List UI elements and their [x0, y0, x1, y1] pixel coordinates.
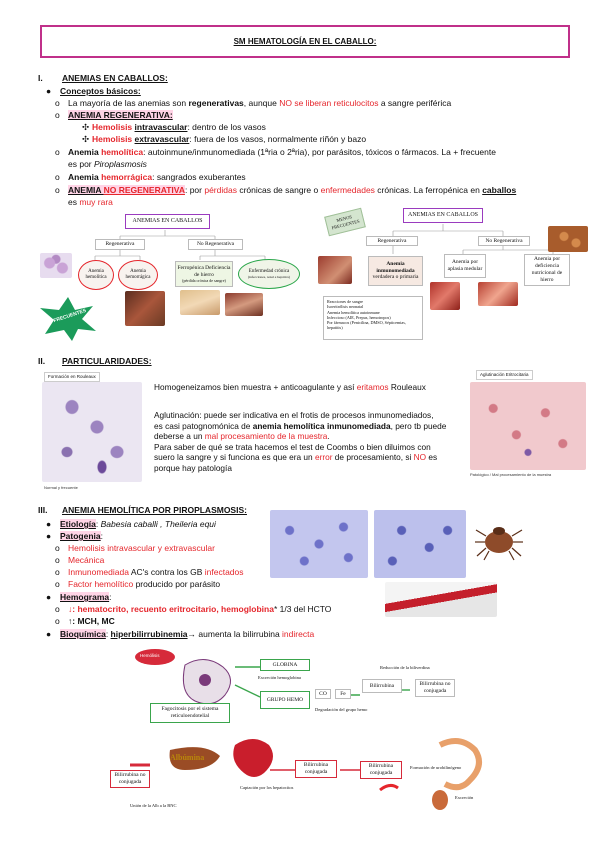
rouleaux-caption: Normal y frecuente: [44, 485, 78, 490]
piroplasma-smear-2: [374, 510, 466, 578]
line-hemo-intra: ✣ Hemolisis intravascular: dentro de los vasos: [82, 122, 266, 132]
fagocitosis-box: Fagocitosis por el sistema reticuloendotelial: [150, 703, 230, 723]
bilirrubina-conj-box: Bilirrubina conjugada: [295, 760, 337, 778]
horse-image: [180, 290, 220, 315]
para-aglutinacion: Aglutinación: puede ser indicativa en el frotis de procesos inmunomediados, es casi patognomónica de anemia hemolítica inmunomediada, pero tb puede deberse a un mal procesamiento de la muestra. Para saber de qué se trata hacemos el test de Coombs o bien diluimos con suero la sangre y si funciona es que era un error de procesamiento, si NO es porque hay patología: [154, 410, 447, 474]
line-etiologia: ● Etiología: Babesia caballi , Theileria equi: [46, 519, 216, 529]
diagram3-shapes: [110, 645, 510, 820]
line-hemorragica: o Anemia hemorrágica: sangrados exuberantes: [55, 172, 246, 182]
list-item: Reacciones de sangre: [327, 299, 364, 304]
line-hemo-1: o ↓: hematocrito, recuento eritrocitario, hemoglobina* 1/3 del HCTO: [55, 604, 332, 614]
line-regen-title: o ANEMIA REGENERATIVA:: [55, 110, 173, 120]
line-patogenia: ● Patogenia:: [46, 531, 103, 541]
aglutinacion-label: Aglutinación Eritrocitaria: [476, 370, 533, 380]
diagram1-title: ANEMIAS EN CABALLOS: [125, 214, 210, 229]
nutrition-image: [548, 226, 588, 252]
excrecion-label: Excreción hemoglobina: [258, 675, 301, 680]
line-pato-2: o Mecánica: [55, 555, 105, 565]
diagram2-regen: Regenerativa: [366, 236, 418, 246]
rouleaux-label: Formación en Rouleaux: [44, 372, 100, 382]
line-hemograma: ● Hemograma:: [46, 592, 112, 602]
bilirrubina-box: Bilirrubina: [362, 679, 402, 693]
hemolisis-label: Hemólisis: [140, 653, 160, 658]
bone-marrow-image: [478, 282, 518, 306]
section-3-heading: III. ANEMIA HEMOLÍTICA POR PIROPLASMOSIS:: [38, 505, 247, 515]
diagram-bilirrubina: [110, 645, 510, 820]
diagram1-cronica: Enfermedad crónica (infecciones, renal e hepática): [238, 259, 300, 289]
list-item: Por fármacos (Penicilina, DMSO, Sépticemias, hepatitis): [327, 320, 406, 331]
liver-image: [225, 293, 263, 316]
line-bioquimica: ● Bioquímica: hiperbilirrubinemia→ aumenta la bilirrubina indirecta: [46, 629, 315, 639]
diagram2-noregen: No Regenerativa: [478, 236, 530, 246]
degradacion-label: Degradación del grupo hemo: [315, 707, 368, 712]
globina-box: GLOBINA: [260, 659, 310, 671]
diagram2-aplasia: Anemia por aplasia medular: [444, 254, 486, 278]
blood-tubes-image: [385, 582, 497, 617]
aglutinacion-figure: [470, 370, 586, 480]
hemorrhage-image: [125, 291, 165, 326]
diagram1-hemolitica: Anemia hemolítica: [78, 260, 114, 290]
blood-smear-image: [40, 253, 72, 278]
bilirrubina-noconj-box: Bilirrubina no conjugada: [415, 679, 455, 697]
aglutinacion-caption: Patológico / Mal procesamiento de la muestra: [470, 472, 552, 477]
piroplasma-smear-1: [270, 510, 368, 578]
line-pato-3: o Inmunomediada AC's contra los GB infectados: [55, 567, 244, 577]
line-pato-1: o Hemolisis intravascular y extravascular: [55, 543, 215, 553]
section-title: ANEMIAS EN CABALLOS:: [62, 73, 168, 83]
section-2-heading: II. PARTICULARIDADES:: [38, 356, 152, 366]
blood-cells-image-2: [430, 282, 460, 310]
tick-icon: [474, 518, 524, 562]
diagram-anemias-menos-frecuentes: [318, 204, 596, 344]
diagram1-ferropenica: Ferropénica Deficiencia de hierro (pérdida crónica de sangre): [175, 261, 233, 287]
line-hemo-extra: ✣ Hemolisis extravascular: fuera de los vasos, normalmente riñón y bazo: [82, 134, 367, 144]
diagram1-hemorragica: Anemia hemorrágica: [118, 260, 158, 290]
list-item: Isoeritrólisis neonatal: [327, 304, 364, 310]
rouleaux-figure: [42, 372, 142, 494]
line-mayoria: o La mayoría de las anemias son regenerativas, aunque NO se liberan reticulocitos a sangre periférica: [55, 98, 452, 108]
diagram1-regen: Regenerativa: [95, 239, 145, 250]
diagram1-noregen: No Regenerativa: [188, 239, 243, 250]
page-title: SM HEMATOLOGÍA EN EL CABALLO:: [233, 36, 377, 46]
bullet-conceptos: ● Conceptos básicos:: [46, 86, 141, 96]
grupo-hemo-box: GRUPO HEMO: [260, 691, 310, 709]
diagram2-inmuno: Anemia inmunomediada verdadera o primaria: [368, 256, 423, 286]
albumina-label: Albúmina: [170, 753, 205, 762]
line-hemo-2: o ↑: MCH, MC: [55, 616, 115, 626]
union-label: Unión de la Alb a la BNC: [130, 803, 177, 808]
section-number: I.: [38, 73, 43, 83]
bilirrubina-conj-box-2: Bilirrubina conjugada: [360, 761, 402, 779]
line-hemolitica: o Anemia hemolítica: autoinmune/inmunomediada (1ªria o 2ªria), por parásitos, tóxicos o fármacos. La + frecuente: [55, 147, 496, 157]
excrecion2-label: Excreción: [455, 795, 474, 800]
frecuentes-label: FRECUENTES: [52, 307, 88, 325]
diagram-anemias-frecuentes: [40, 208, 310, 338]
formacion-label: Formación de urobilinógeno: [410, 765, 462, 770]
diagram2-list: [323, 296, 423, 340]
captacion-label: Captación por los hepatocitos: [240, 785, 294, 790]
diagram2-deficiencia: Anemia por deficiencia nutricional de hierro: [524, 254, 570, 286]
aglutinacion-image: [470, 382, 586, 470]
rouleaux-image: [42, 382, 142, 482]
line-pato-4: o Factor hemolítico producido por parásito: [55, 579, 221, 589]
line-noregen-2: es muy rara: [68, 197, 113, 207]
diagram2-title: ANEMIAS EN CABALLOS: [403, 208, 483, 223]
line-noregen: o ANEMIA NO REGENERATIVA: por pérdidas crónicas de sangre o enfermedades crónicas. La ferropénica en caballos: [55, 185, 517, 195]
title-box: [40, 25, 570, 58]
bilirrubina-noconj-box-2: Bilirrubina no conjugada: [110, 770, 150, 788]
para-rouleaux: Homogeneizamos bien muestra + anticoagulante y así eritamos Rouleaux: [154, 382, 426, 392]
reduccion-label: Reducción de la biliverdina: [380, 665, 430, 670]
list-item: Infeccioso (AIE, Prepus, hemotropos): [327, 314, 391, 320]
fe-box: Fe: [335, 689, 351, 699]
co-box: CO: [315, 689, 331, 699]
section-1-heading: [38, 73, 168, 84]
line-hemolitica-2: es por Piroplasmosis: [68, 159, 147, 169]
diagram2-menos-frecuentes: MENOS FRECUENTES: [324, 208, 366, 237]
list-item: Anemia hemolítica autoinmune: [327, 309, 380, 315]
blood-cells-image-1: [318, 256, 352, 284]
